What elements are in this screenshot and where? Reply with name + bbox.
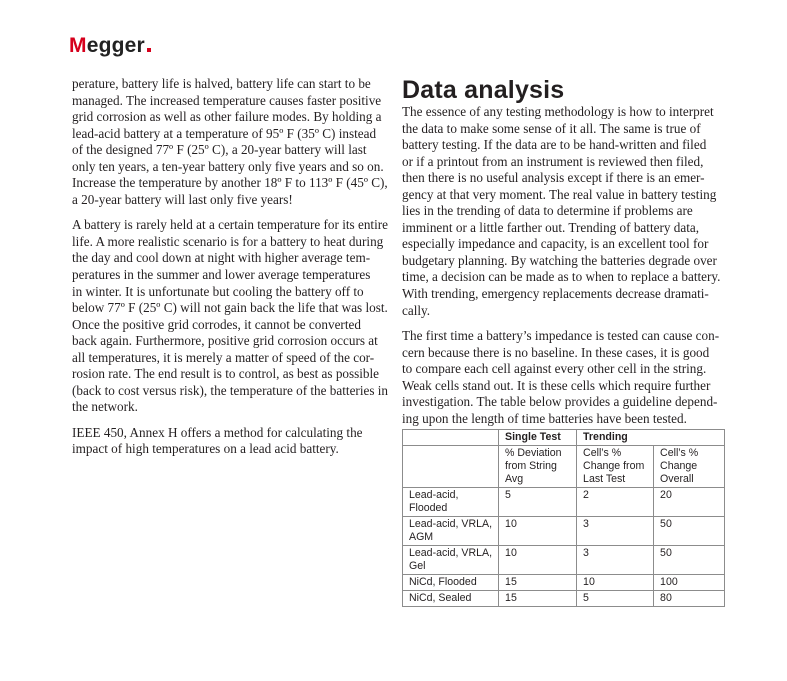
text-line: to compare each cell against every other cell in the string. xyxy=(402,361,707,377)
text-line: grid corrosion as well as other failure modes. By holding a xyxy=(72,109,382,125)
cell-line: NiCd, Flooded xyxy=(409,576,477,588)
section-heading: Data analysis xyxy=(402,76,565,104)
cell-line: Flooded xyxy=(409,502,448,514)
text-line: or if a printout from an instrument is reviewed then filed, xyxy=(402,153,704,169)
row-label xyxy=(403,488,499,517)
table-header-row xyxy=(403,430,725,446)
cell-deviation: 10 xyxy=(499,517,577,546)
cell-deviation: 15 xyxy=(499,575,577,591)
text-line: rosion rate. The end result is to control, as best as possible xyxy=(72,366,380,382)
text-line: life. A more realistic scenario is for a battery to heat during xyxy=(72,233,384,249)
cell-line: AGM xyxy=(409,531,434,543)
cell-line: from String xyxy=(505,460,557,472)
text-line: The first time a battery’s impedance is tested can cause con- xyxy=(402,328,720,344)
header-trending: Trending xyxy=(577,430,725,446)
row-label xyxy=(403,575,499,591)
text-line: Increase the temperature by another 18º F to 113º F (45º C), xyxy=(72,175,388,191)
text-line: the data to make some sense of it all. The same is true of xyxy=(402,120,701,136)
text-line: in winter. It is unfortunate but cooling the battery off to xyxy=(72,283,364,299)
logo-dot xyxy=(147,48,151,52)
text-line: perature, battery life is halved, battery life can start to be xyxy=(72,76,371,91)
cell-line: Avg xyxy=(505,473,524,485)
text-line: imminent or a little farther out. Trending of battery data, xyxy=(402,219,700,235)
text-line: all temperatures, it is merely a matter of speed of the cor- xyxy=(72,349,375,365)
cell-line: Last Test xyxy=(583,473,626,485)
table-subheader-row xyxy=(403,446,725,488)
text-line: A battery is rarely held at a certain temperature for its entire xyxy=(72,217,388,233)
logo-text: egger xyxy=(86,34,145,57)
text-line: Weak cells stand out. It is these cells which require further xyxy=(402,377,711,393)
text-line: The essence of any testing methodology is how to interpret xyxy=(402,104,714,119)
text-line: investigation. The table below provides a guideline depend- xyxy=(402,394,718,410)
text-line: IEEE 450, Annex H offers a method for calculating the xyxy=(72,424,363,440)
table-corner-cell xyxy=(403,446,499,488)
cell-line: Change xyxy=(660,460,698,472)
megger-logo xyxy=(69,34,151,58)
paragraph-temperature-cycling xyxy=(72,217,388,416)
cell-change-last: 3 xyxy=(577,517,654,546)
text-line: impact of high temperatures on a lead acid battery. xyxy=(72,441,339,457)
row-label xyxy=(403,517,499,546)
row-label xyxy=(403,591,499,607)
cell-change-last: 10 xyxy=(577,575,654,591)
cell-change-last: 3 xyxy=(577,546,654,575)
cell-deviation: 10 xyxy=(499,546,577,575)
text-line: ing upon the length of time batteries have been tested. xyxy=(402,410,687,426)
cell-deviation: 5 xyxy=(499,488,577,517)
logo-initial: M xyxy=(69,34,87,57)
text-line: below 77º F (25º C) will not gain back the life that was lost. xyxy=(72,300,388,316)
text-line: cern because there is no baseline. In these cases, it is good xyxy=(402,344,710,360)
table-corner-cell xyxy=(403,430,499,446)
text-line: lies in the trending of data to determine if problems are xyxy=(402,203,693,219)
cell-change-overall: 100 xyxy=(654,575,725,591)
cell-change-overall: 80 xyxy=(654,591,725,607)
table-row xyxy=(403,591,725,607)
text-line: gency at that very moment. The real value in battery testing xyxy=(402,186,717,202)
cell-change-overall: 20 xyxy=(654,488,725,517)
cell-line: Cell’s % xyxy=(583,447,622,459)
text-line: battery testing. If the data are to be hand-written and filed xyxy=(402,137,707,153)
cell-line: Cell’s % xyxy=(660,447,699,459)
header-single-test: Single Test xyxy=(499,430,577,446)
text-line: only ten years, a ten-year battery only five years and so on. xyxy=(72,158,384,174)
paragraph-ieee-450 xyxy=(72,425,388,458)
text-line: time, a decision can be made as to when to replace a battery. xyxy=(402,269,721,285)
text-line: lead-acid battery at a temperature of 95º F (35º C) instead xyxy=(72,125,377,141)
cell-deviation: 15 xyxy=(499,591,577,607)
table-row xyxy=(403,546,725,575)
guideline-table xyxy=(402,429,725,607)
row-label xyxy=(403,546,499,575)
cell-line: NiCd, Sealed xyxy=(409,592,472,604)
text-line: of the designed 77º F (25º C), a 20-year battery will last xyxy=(72,142,367,158)
text-line: a 20-year battery will last only five years! xyxy=(72,191,293,207)
left-column xyxy=(72,76,388,467)
table-row xyxy=(403,575,725,591)
subheader-deviation xyxy=(499,446,577,488)
cell-change-last: 5 xyxy=(577,591,654,607)
subheader-change-overall xyxy=(654,446,725,488)
paragraph-data-analysis xyxy=(402,104,721,319)
text-line: the network. xyxy=(72,399,138,415)
cell-change-overall: 50 xyxy=(654,546,725,575)
paragraph-impedance-baseline xyxy=(402,328,718,427)
text-line: managed. The increased temperature causes faster positive xyxy=(72,92,382,108)
text-line: (back to cost versus risk), the temperature of the batteries in xyxy=(72,382,389,398)
cell-change-last: 2 xyxy=(577,488,654,517)
cell-line: Gel xyxy=(409,560,426,572)
text-line: budgetary planning. By watching the batteries degrade over xyxy=(402,252,717,268)
text-line: peratures in the summer and lower average temperatures xyxy=(72,267,371,283)
text-line: cally. xyxy=(402,302,431,318)
cell-line: Overall xyxy=(660,473,694,485)
text-line: the day and cool down at night with higher average tem- xyxy=(72,250,371,266)
text-line: then there is no useful analysis except if there is an emer- xyxy=(402,170,705,186)
text-line: especially impedance and capacity, is an excellent tool for xyxy=(402,236,709,252)
cell-line: % Deviation xyxy=(505,447,562,459)
text-line: back again. Furthermore, positive grid corrosion occurs at xyxy=(72,333,378,349)
text-line: With trending, emergency replacements decrease dramati- xyxy=(402,286,709,302)
text-line: Once the positive grid corrodes, it cannot be converted xyxy=(72,316,361,332)
table-row xyxy=(403,517,725,546)
cell-change-overall: 50 xyxy=(654,517,725,546)
cell-line: Lead-acid, VRLA, xyxy=(409,518,493,530)
table-row xyxy=(403,488,725,517)
cell-line: Lead-acid, xyxy=(409,489,459,501)
paragraph-temperature-life xyxy=(72,76,388,208)
cell-line: Lead-acid, VRLA, xyxy=(409,547,493,559)
right-column xyxy=(402,76,721,436)
subheader-change-last xyxy=(577,446,654,488)
cell-line: Change from xyxy=(583,460,645,472)
